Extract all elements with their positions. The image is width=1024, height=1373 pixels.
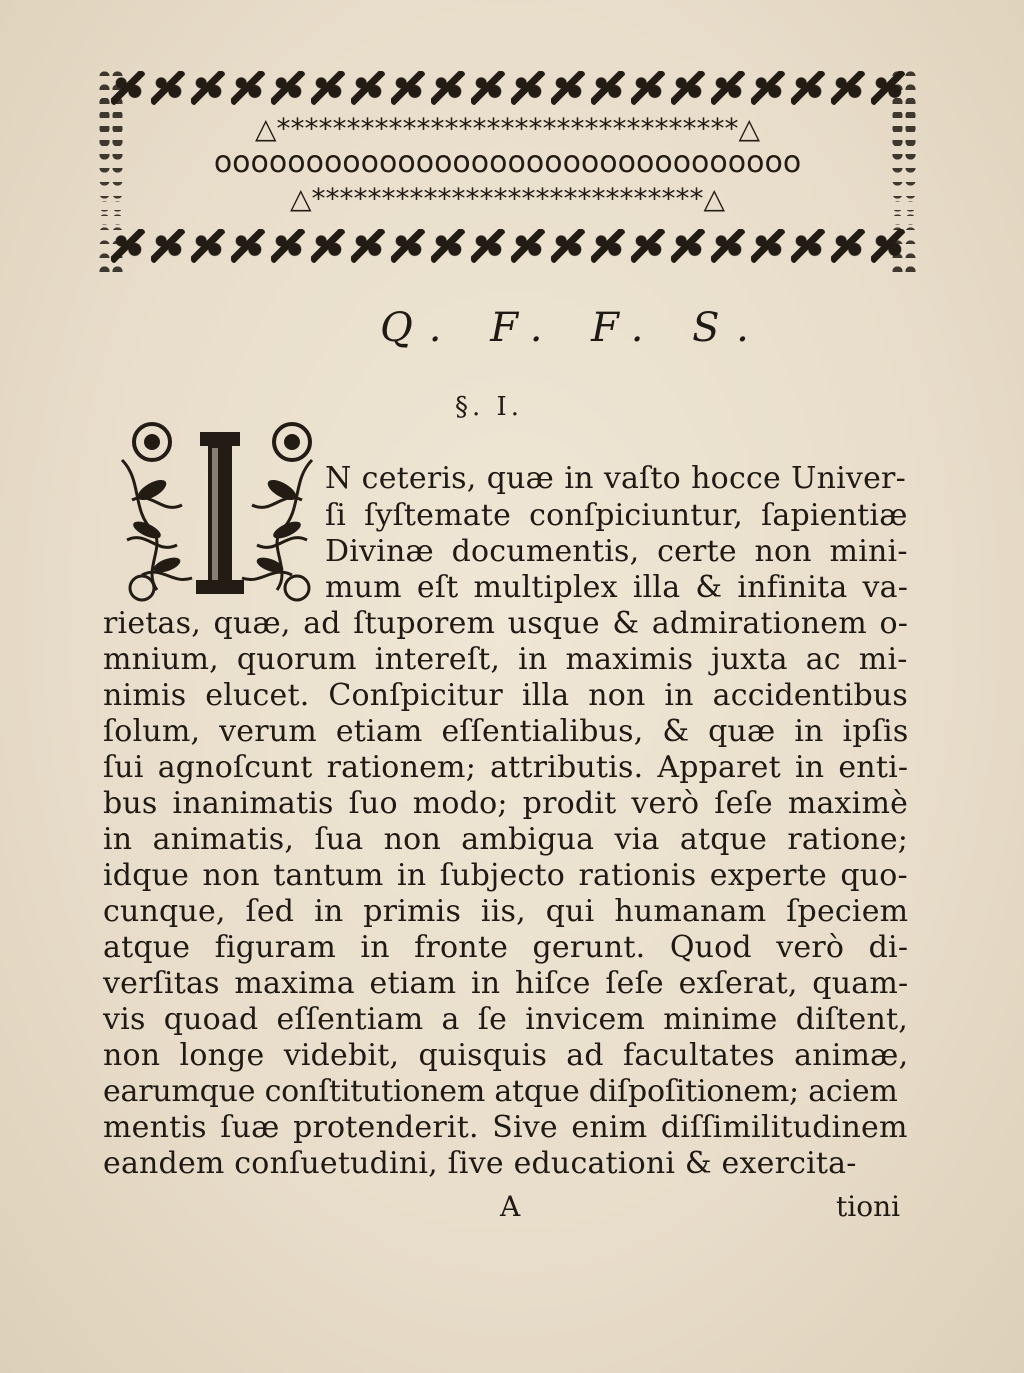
text-line-14: atque figuram in fronte gerunt. Quod verò di- [103,930,909,965]
circle-rule: oooooooooooooooooooooooooooooooo [213,148,802,178]
text-line-6: mnium, quorum intereſt, in maximis juxta ac mi- [103,642,908,677]
text-line-12: idque non tantum in ſubjecto rationis experte quo- [103,858,908,893]
text-line-18: earumque conſtitutionem atque diſpoſitionem; aciem [103,1074,898,1109]
text-line-5: rietas, quæ, ad ſtuporem usque & admirationem o- [103,606,909,641]
text-line-10: bus inanimatis ſuo modo; prodit verò ſeſe maximè [103,786,909,821]
text-line-15: verſitas maxima etiam in hiſce ſeſe exſerat, quam- [103,966,909,1001]
text-line-4: mum eſt multiplex illa & infinita va- [325,570,909,605]
signature-mark: A [500,1190,521,1223]
text-line-7: nimis elucet. Conſpicitur illa non in accidentibus [103,678,908,713]
catchword: tioni [836,1190,901,1223]
text-line-2: ſi ſyſtemate conſpiciuntur, ſapientiæ [325,498,908,533]
text-line-11: in animatis, ſua non ambigua via atque ratione; [103,822,909,857]
text-line-1: N ceteris, quæ in vaſto hocce Univer- [325,461,906,496]
section-number: §. I. [455,392,524,422]
qffs-invocation: Q. F. F. S. [380,305,767,351]
text-line-8: ſolum, verum etiam eſſentialibus, & quæ in ipſis [103,714,909,749]
star-rule-top: △*********************************△ [254,114,761,144]
text-line-17: non longe videbit, quisquis ad facultates animæ, [103,1038,909,1073]
star-rule-bottom: △****************************△ [289,184,726,214]
text-line-9: ſui agnoſcunt rationem; attributis. Apparet in enti- [103,750,909,785]
text-line-13: cunque, ſed in primis iis, qui humanam ſpeciem [103,894,909,929]
text-line-16: vis quoad eſſentiam a ſe invicem minime diſtent, [103,1002,908,1037]
text-line-20: eandem conſuetudini, ſive educationi & exercita- [103,1146,857,1181]
text-line-19: mentis ſuæ protenderit. Sive enim diſſimilitudinem [103,1110,908,1145]
text-line-3: Divinæ documentis, certe non mini- [325,534,908,569]
